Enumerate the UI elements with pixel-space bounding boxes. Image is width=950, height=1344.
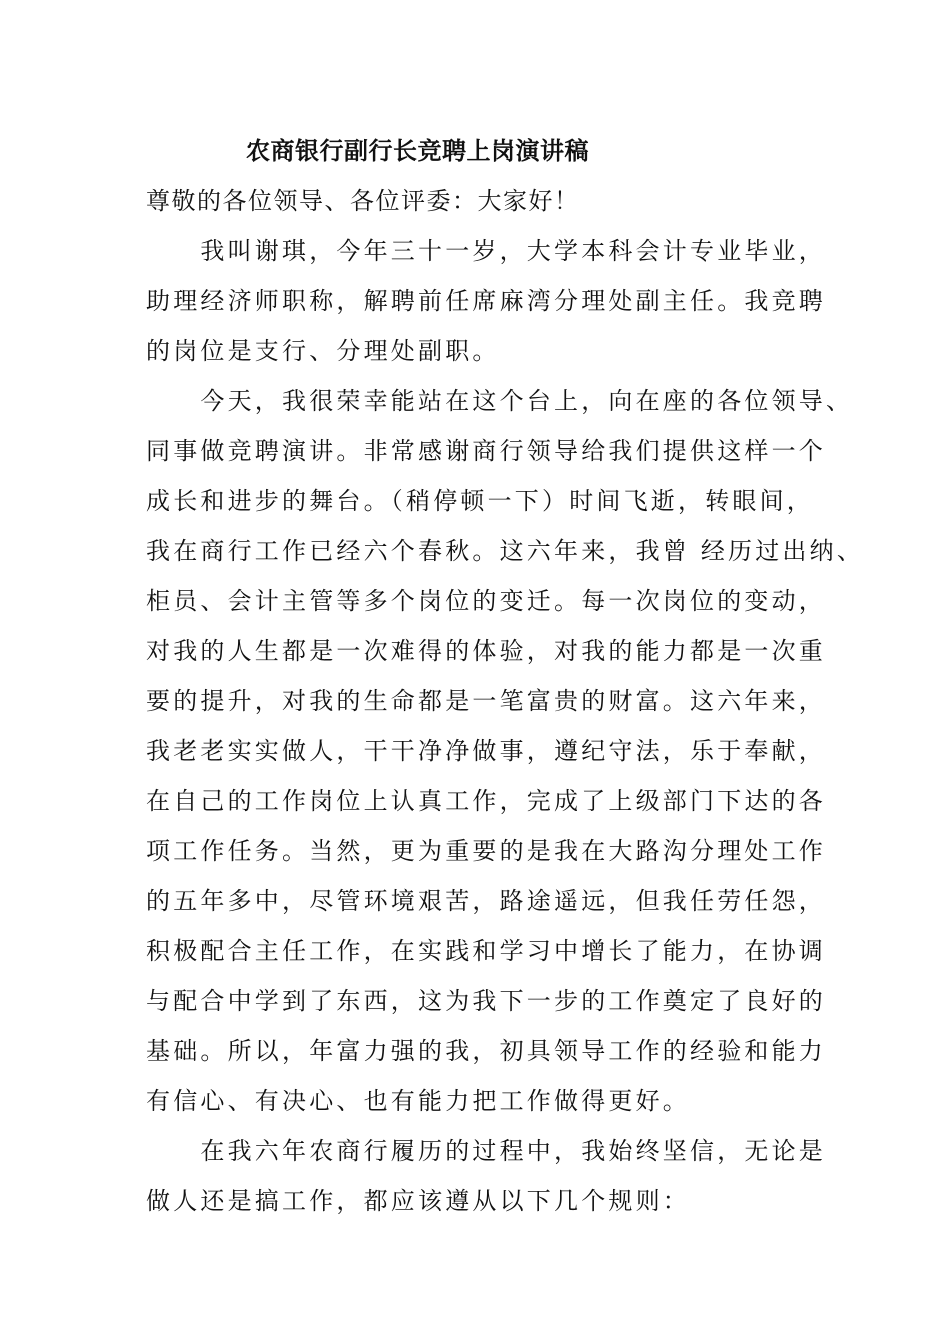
- body-line: 基础。所以，年富力强的我，初具领导工作的经验和能力: [146, 1037, 826, 1065]
- body-line: 成长和进步的舞台。（稍停顿一下）时间飞逝，转眼间，: [146, 487, 814, 515]
- body-line: 项工作任务。当然，更为重要的是我在大路沟分理处工作: [146, 837, 826, 865]
- body-line: 柜员、会计主管等多个岗位的变迁。每一次岗位的变动，: [146, 587, 826, 615]
- body-line: 与配合中学到了东西，这为我下一步的工作奠定了良好的: [146, 987, 826, 1015]
- body-line: 今天，我很荣幸能站在这个台上，向在座的各位领导、: [146, 387, 854, 415]
- body-line: 在我六年农商行履历的过程中，我始终坚信，无论是: [146, 1137, 826, 1165]
- salutation-line: 尊敬的各位领导、各位评委：大家好！: [146, 187, 580, 215]
- body-line: 在自己的工作岗位上认真工作，完成了上级部门下达的各: [146, 787, 826, 815]
- body-line: 我老老实实做人，干干净净做事，遵纪守法，乐于奉献，: [146, 737, 826, 765]
- body-line: 的岗位是支行、分理处副职。: [146, 337, 500, 365]
- body-line: 要的提升，对我的生命都是一笔富贵的财富。这六年来，: [146, 687, 826, 715]
- body-line: 的五年多中，尽管环境艰苦，路途遥远，但我任劳任怨，: [146, 887, 826, 915]
- body-line: 我在商行工作已经六个春秋。这六年来，我曾 经历过出纳、: [146, 537, 865, 565]
- body-line: 有信心、有决心、也有能力把工作做得更好。: [146, 1087, 690, 1115]
- body-line: 助理经济师职称，解聘前任席麻湾分理处副主任。我竞聘: [146, 287, 826, 315]
- body-line: 同事做竞聘演讲。非常感谢商行领导给我们提供这样一个: [146, 437, 826, 465]
- document-title: 农商银行副行长竞聘上岗演讲稿: [246, 137, 589, 165]
- body-line: 我叫谢琪，今年三十一岁，大学本科会计专业毕业，: [146, 237, 826, 265]
- body-line: 对我的人生都是一次难得的体验，对我的能力都是一次重: [146, 637, 826, 665]
- body-line: 做人还是搞工作，都应该遵从以下几个规则：: [146, 1187, 690, 1215]
- body-line: 积极配合主任工作，在实践和学习中增长了能力，在协调: [146, 937, 826, 965]
